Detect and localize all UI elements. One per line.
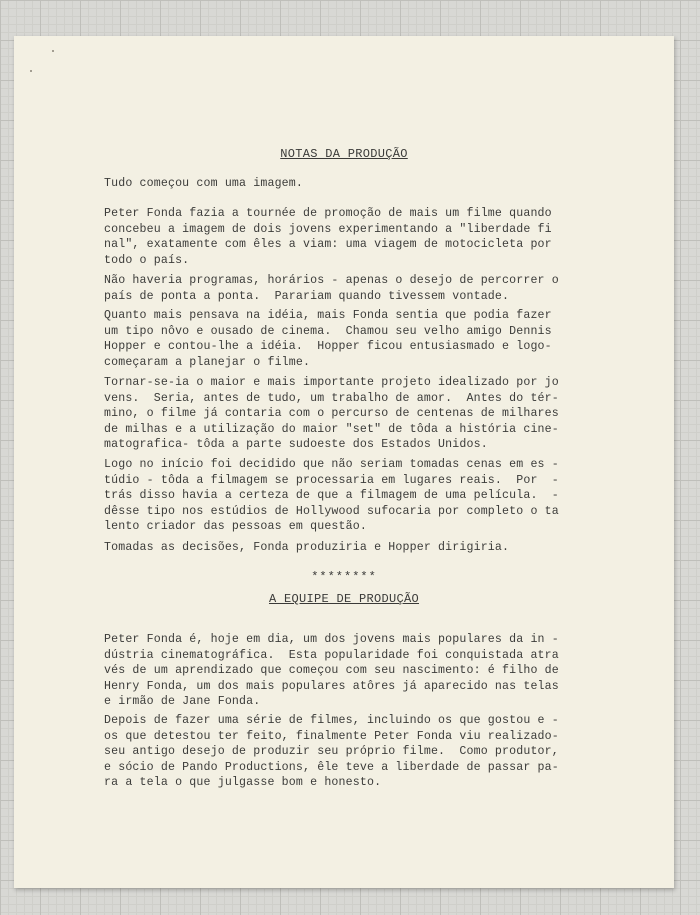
heading-notas-da-producao: NOTAS DA PRODUÇÃO [280,147,408,161]
paragraph [104,206,624,268]
text-line: nal", exatamente com êles a viam: uma viagem de motocicleta por [104,238,552,252]
text-line: concebeu a imagem de dois jovens experimentando a "liberdade fi [104,222,552,236]
text-line: os que detestou ter feito, finalmente Peter Fonda viu realizado- [104,729,559,743]
text-line: trás disso havia a certeza de que a filmagem de uma película. - [104,489,559,503]
separator-asterisks: ******** [311,570,377,584]
text-line: Tomadas as decisões, Fonda produziria e Hopper dirigiria. [104,541,510,554]
paragraph [104,540,624,556]
text-line: túdio - tôda a filmagem se processaria em lugares reais. Por - [104,473,559,487]
text-line: de milhas e a utilização do maior "set" de tôda a história cine- [104,422,559,436]
paragraph [104,375,624,453]
text-line: mino, o filme já contaria com o percurso de centenas de milhares [104,407,559,421]
text-line: todo o país. [104,253,190,267]
text-line: Peter Fonda é, hoje em dia, um dos jovens mais populares da in - [104,633,559,646]
text-line: Depois de fazer uma série de filmes, incluindo os que gostou e - [104,714,559,727]
text-line: ra a tela o que julgasse bom e honesto. [104,776,382,790]
text-line: Quanto mais pensava na idéia, mais Fonda sentia que podia fazer [104,309,552,322]
text-line: um tipo nôvo e ousado de cinema. Chamou seu velho amigo Dennis [104,324,552,338]
text-line: Não haveria programas, horários - apenas o desejo de percorrer o [104,274,559,287]
paragraph [104,457,624,535]
heading-a-equipe-de-producao: A EQUIPE DE PRODUÇÃO [268,592,420,606]
text-line: e irmão de Jane Fonda. [104,695,261,709]
text-line: Peter Fonda fazia a tournée de promoção de mais um filme quando [104,207,552,220]
text-line: Tudo começou com uma imagem. [104,177,304,190]
text-line: Logo no início foi decidido que não seriam tomadas cenas em es - [104,458,559,471]
text-line: Hopper e contou-lhe a idéia. Hopper ficou entusiasmado e logo- [104,340,552,354]
text-line: matografica- tôda a parte sudoeste dos Estados Unidos. [104,438,488,452]
paper-speck [30,70,32,72]
text-line: lento criador das pessoas em questão. [104,520,367,534]
paragraph [104,273,624,304]
text-line: Henry Fonda, um dos mais populares atôres já aparecido nas telas [104,679,559,693]
text-line: dústria cinematográfica. Esta popularidade foi conquistada atra [104,648,559,662]
paragraph [104,713,624,791]
typewritten-page [14,36,674,888]
paragraph [104,176,624,192]
text-line: vés de um aprendizado que começou com seu nascimento: é filho de [104,664,559,678]
paper-speck [52,50,54,52]
text-line: seu antigo desejo de produzir seu próprio filme. Como produtor, [104,745,559,759]
text-line: começaram a planejar o filme. [104,355,311,369]
text-line: e sócio de Pando Productions, êle teve a liberdade de passar pa- [104,760,559,774]
text-line: vens. Seria, antes de tudo, um trabalho de amor. Antes do tér- [104,391,559,405]
text-line: país de ponta a ponta. Parariam quando tivessem vontade. [104,289,510,303]
text-line: Tornar-se-ia o maior e mais importante projeto idealizado por jo [104,376,559,389]
paragraph [104,632,624,710]
paragraph [104,308,624,370]
text-line: dêsse tipo nos estúdios de Hollywood sufocaria por completo o ta [104,504,559,518]
